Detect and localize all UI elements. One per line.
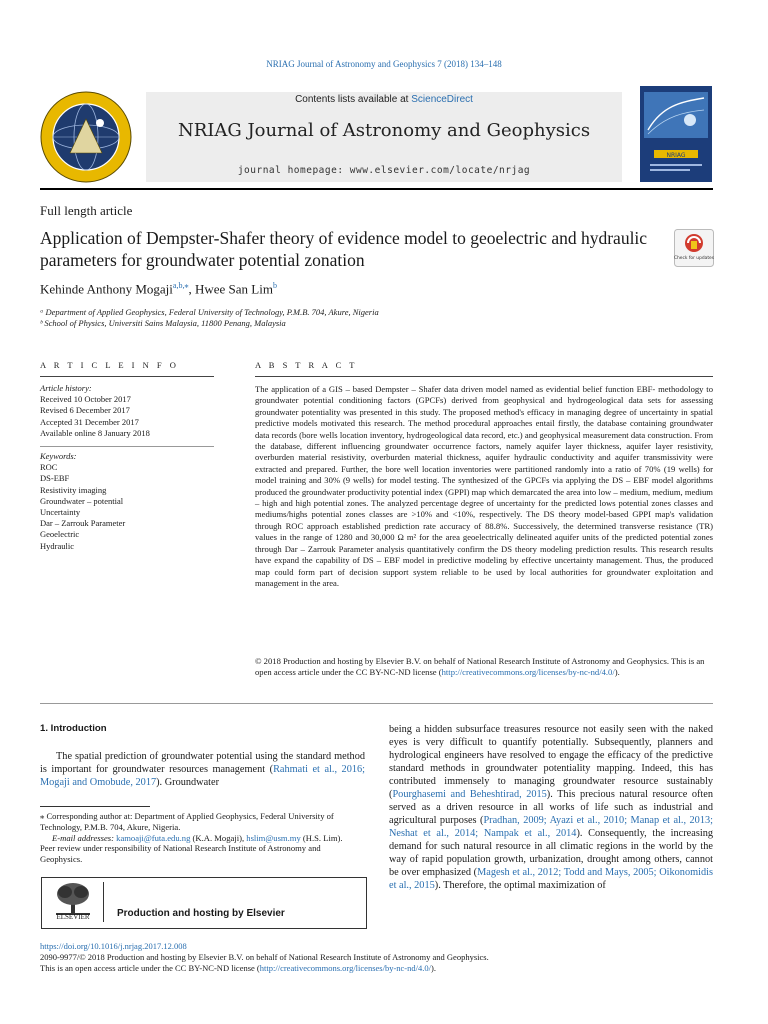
check-for-updates-icon[interactable] xyxy=(674,229,714,267)
abstract-heading: A B S T R A C T xyxy=(255,360,358,370)
keyword: Dar – Zarrouk Parameter xyxy=(40,518,126,529)
history-revised: Revised 6 December 2017 xyxy=(40,405,130,416)
sciencedirect-link[interactable]: ScienceDirect xyxy=(411,94,473,105)
footnotes xyxy=(40,811,365,865)
article-info xyxy=(40,383,214,552)
author-line: Kehinde Anthony Mogaji$^{a,b,⁎}$, Hwee San Lim$^b$ xyxy=(40,281,277,297)
journal-title: NRIAG Journal of Astronomy and Geophysics xyxy=(177,120,591,141)
keyword: DS-EBF xyxy=(40,473,70,484)
email-link-2[interactable]: hslim@usm.my xyxy=(246,832,301,843)
bottom-license-link[interactable]: http://creativecommons.org/licenses/by-nc-nd/4.0/ xyxy=(259,963,431,974)
production-text: Production and hosting by Elsevier xyxy=(117,908,285,919)
keyword: Resistivity imaging xyxy=(40,484,107,495)
affiliation-a: ᵃ Department of Applied Geophysics, Federal University of Technology, P.M.B. 704, Akure, Nigeria xyxy=(40,307,379,317)
keyword: Hydraulic xyxy=(40,540,74,551)
affiliation-b: ᵇ School of Physics, Universiti Sains Malaysia, 11800 Penang, Malaysia xyxy=(40,318,286,328)
intro-left-column: The spatial prediction of groundwater potential using the standard method is important for groundwater resources management (Rahmati et al., 2016; Mogaji and Omobude, 2017). Groundwater xyxy=(40,751,366,788)
abstract-copyright: © 2018 Production and hosting by Elsevier B.V. on behalf of National Research Institute of Astronomy and Geophysics. This is an open access article under the CC BY-NC-ND license (http://creativecommons.org/licenses/by-nc-nd/4.0/). xyxy=(255,656,705,678)
bottom-notes xyxy=(40,941,720,975)
history-accepted: Accepted 31 December 2017 xyxy=(40,416,139,427)
article-info-heading: A R T I C L E I N F O xyxy=(40,360,179,370)
history-label: Article history: xyxy=(40,383,92,393)
check-for-updates-label: Check for updates xyxy=(674,256,714,261)
cover-label: NRIAG xyxy=(666,152,686,159)
email-note: E-mail addresses: kamoaji@futa.edu.ng (K.A. Mogaji), hslim@usm.my (H.S. Lim). xyxy=(52,832,343,843)
keyword: Geoelectric xyxy=(40,529,80,540)
intro-right-column: being a hidden subsurface treasures resource not easily seen with the naked eyes is very difficult to quantify potentially. Subsequently, planners and hydrological engineers have resolved to engage the efficacy of the predictive standard methods in groundwater potentiality mapping. Indeed, this has contributed immensely to managing groundwater resource sustainably (Pourghasemi and Beheshtirad, 2015). This precious natural resource often served as a driven resource in all works of life such as industrial and agricultural purposes (Pradhan, 2009; Ayazi et al., 2010; Manap et al., 2013; Neshat et al., 2014; Nampak et al., 2014). Consequently, the increasing demand for such natural resource in all climatic regions in the world by the way of rapid population growth, urbanization, drought among others, cannot be over emphasized (Magesh et al., 2012; Todd and Mays, 2005; Oikonomidis et al., 2015). Therefore, the optimal maximization of xyxy=(389,724,713,891)
history-online: Available online 8 January 2018 xyxy=(40,427,150,438)
elsevier-box-divider xyxy=(103,882,104,922)
section-divider xyxy=(40,703,713,704)
license-note: This is an open access article under the CC BY-NC-ND license (http://creativecommons.org/licenses/by-nc-nd/4.0/). xyxy=(40,963,436,974)
elsevier-wordmark: ELSEVIER xyxy=(56,913,90,921)
intro-heading: 1. Introduction xyxy=(40,723,107,734)
citation-link[interactable]: Pradhan, 2009; Ayazi et al., 2010; Manap et al., 2013; Neshat et al., 2014; Nampak et al., 2014 xyxy=(389,815,713,839)
license-link[interactable]: http://creativecommons.org/licenses/by-nc-nd/4.0/ xyxy=(441,667,615,678)
nriag-seal-logo xyxy=(40,91,132,183)
author-2[interactable]: Hwee San Lim xyxy=(194,281,273,297)
author-2-affil[interactable]: b xyxy=(272,281,277,290)
citation-link[interactable]: Magesh et al., 2012; Todd and Mays, 2005; Oikonomidis et al., 2015 xyxy=(389,867,713,891)
header-rule xyxy=(40,188,713,190)
keywords-label: Keywords: xyxy=(40,451,77,462)
issn-note: 2090-9977/© 2018 Production and hosting by Elsevier B.V. on behalf of National Research Institute of Astronomy and Geophysics. xyxy=(40,952,489,963)
history-received: Received 10 October 2017 xyxy=(40,394,131,405)
abstract-text: The application of a GIS – based Dempster – Shafer data driven model named as evidential belief function EBF- methodology to groundwater potential conditioning factors (GPCFs) derived from geophysical and hydrogeological data sets for assessing groundwater potentiality was presented in this study. The proposed method's efficacy in managing degree of uncertainty in spatial predictive models motivated this research. The method procedural approaches entail firstly, the database containing groundwater data records (bore wells location inventory, hydrogeological data record, etc.) and geophysical measurement data construction. From the database, different influencing groundwater occurrence factors, namely aquifer layer thickness, aquifer layer resistivity, overburden material resistivity, overburden material thickness, aquifer hydraulic conductivity and aquifer transmissivity were extracted and prepared. Further, the bore well location inventories were partitioned randomly into a ratio of 70% (19 wells) for model training and 30% (9 wells) for model testing. The synthesized of the GPCFs via applying the DS – EBF model algorithms produced the groundwater productivity potential index (GPPI) map which demarcated the area into low – medium, medium, medium – high and high potential zones. The analyzed percentage degree of uncertainty for the predicted lows potential zones classes and mediums/highs potential zones classes are >10% and <10%, respectively. The DS theory model-based GPPI map's validation through ROC approach established prediction rate accuracy of 88.8%. Successively, the determined transverse resistance (TR) values in the range of 1280 and 30,000 Ω m² for the area geoelectrically delineated aquifer units of the predicted potential zones through Dar – Zarrouk Parameter analysis quantitatively confirm the DS theory modeling prediction results. This research results have expand the capability of DS – EBF model in predictive modeling by effective uncertainty management. Thus, the produced map could form part of decision support system reliable to be used by local authorities for groundwater exploitation and management in the area. xyxy=(255,384,713,588)
footnote-rule xyxy=(40,806,150,807)
author-1[interactable]: Kehinde Anthony Mogaji xyxy=(40,281,173,297)
contents-line: Contents lists available at ScienceDirect xyxy=(295,94,473,105)
journal-homepage[interactable]: journal homepage: www.elsevier.com/locate/nrjag xyxy=(237,165,531,176)
keyword: Uncertainty xyxy=(40,507,81,518)
journal-cover-image xyxy=(640,86,712,182)
email-link-1[interactable]: kamoaji@futa.edu.ng xyxy=(116,832,191,843)
abstract-rule xyxy=(255,376,713,377)
doi-link[interactable]: https://doi.org/10.1016/j.nrjag.2017.12.008 xyxy=(40,941,187,951)
keyword: Groundwater – potential xyxy=(40,495,124,506)
corresponding-author-note: ⁎ Corresponding author at: Department of Applied Geophysics, Federal University of Technology, P.M.B. 704, Akure, Nigeria. xyxy=(40,811,334,832)
article-info-rule xyxy=(40,376,214,377)
citation-link[interactable]: Pourghasemi and Beheshtirad, 2015 xyxy=(392,789,547,800)
keyword: ROC xyxy=(40,462,58,473)
peer-review-note: Peer review under responsibility of National Research Institute of Astronomy and Geophysics. xyxy=(40,843,321,865)
article-title: Application of Dempster-Shafer theory of evidence model to geoelectric and hydraulic parameters for groundwater potential zonation xyxy=(40,228,648,270)
article-type: Full length article xyxy=(40,203,133,218)
keywords-rule xyxy=(40,446,214,447)
author-1-affil[interactable]: a,b,⁎ xyxy=(172,281,189,290)
citation-link[interactable]: Rahmati et al., 2016; Mogaji and Omobude, 2017 xyxy=(40,764,366,788)
journal-citation[interactable]: NRIAG Journal of Astronomy and Geophysics 7 (2018) 134–148 xyxy=(266,59,502,69)
